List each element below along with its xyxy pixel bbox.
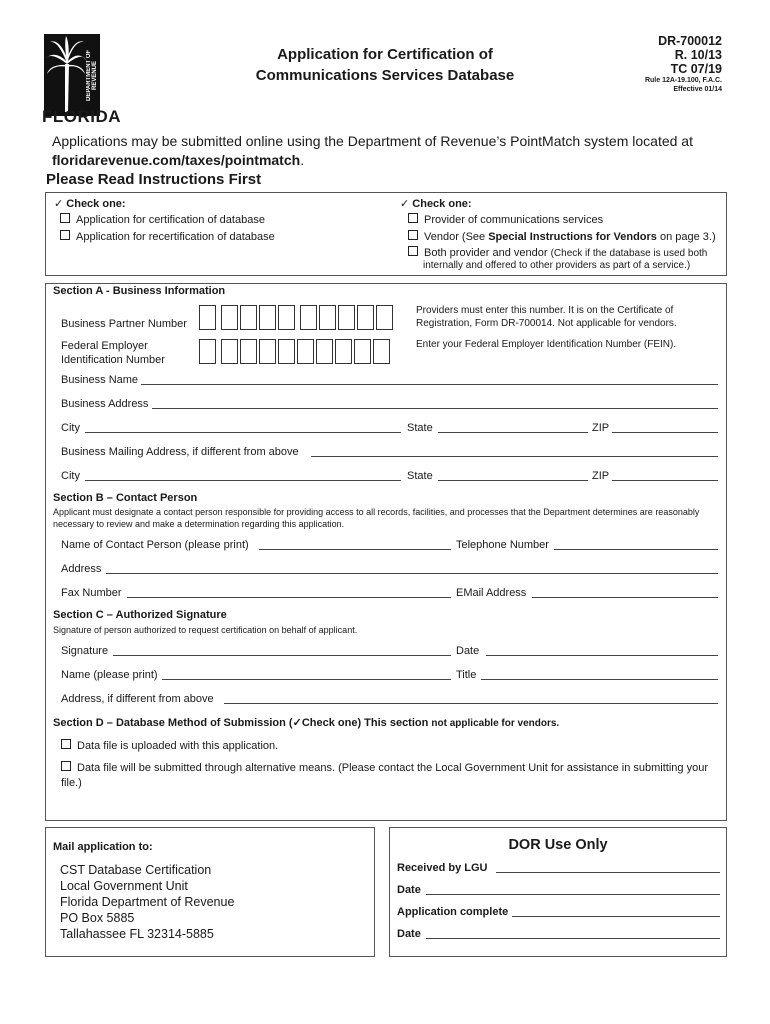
logo-department-text: DEPARTMENT OF REVENUE [86,49,98,101]
title-line-1: Application for Certification of [277,46,493,63]
dor-date2-input[interactable] [426,938,720,939]
state2-input[interactable] [438,480,588,481]
title-label: Title [456,669,477,681]
email-label: EMail Address [456,587,527,599]
signer-address-input[interactable] [224,703,718,704]
signature-date-input[interactable] [486,655,718,656]
dor-use-only-box [389,827,727,957]
state-label: State [407,422,433,434]
intro-text: Applications may be submitted online using the Department of Revenue’s PointMatch system located at [52,133,693,149]
mailing-address-input[interactable] [311,456,718,457]
app-complete-input[interactable] [512,916,720,917]
instructions-heading: Please Read Instructions First [46,171,262,188]
option-both-note: internally and offered to other providers as part of a service.) [423,260,691,271]
fax-input[interactable] [127,597,451,598]
checkmark-icon: ✓ [54,198,64,210]
zip2-label: ZIP [592,470,610,482]
option-certification[interactable]: Application for certification of database [60,213,265,226]
email-input[interactable] [532,597,718,598]
option-provider[interactable]: Provider of communications services [408,213,603,226]
city-input[interactable] [85,432,401,433]
palm-tree-icon [44,34,88,114]
section-b-description: Applicant must designate a contact person responsible for providing access to all records, facilities, and processes that the Department determines are reasonably necessary to review and make a determination regarding this application. [53,507,700,529]
dor-date1-input[interactable] [426,894,720,895]
section-b-title: Section B – Contact Person [53,492,198,504]
option-both[interactable]: Both provider and vendor (Check if the database is used both [408,246,707,259]
section-a-title: Section A - Business Information [53,285,226,297]
checkbox[interactable] [60,230,70,240]
signature-input[interactable] [113,655,451,656]
check-left-title: ✓ Check one: [54,198,126,210]
received-by-label: Received by LGU [397,862,488,874]
mail-address: CST Database Certification Local Government Unit Florida Department of Revenue PO Box 5885 Tallahassee FL 32314-5885 [60,863,235,941]
contact-address-input[interactable] [106,573,718,574]
checkbox[interactable] [408,246,418,256]
zip-input[interactable] [612,432,718,433]
option-vendor[interactable]: Vendor (See Special Instructions for Vendors on page 3.) [408,230,716,243]
dor-title: DOR Use Only [508,837,608,853]
city-label: City [61,422,80,434]
form-effective: Effective 01/14 [673,86,722,93]
state2-label: State [407,470,433,482]
app-complete-label: Application complete [397,906,509,918]
zip2-input[interactable] [612,480,718,481]
signature-label: Signature [61,645,109,657]
contact-address-label: Address [61,563,102,575]
checkbox[interactable] [61,739,71,749]
form-number: DR-700012 [658,34,722,48]
fax-label: Fax Number [61,587,122,599]
city2-input[interactable] [85,480,401,481]
section-c-description: Signature of person authorized to request certification on behalf of applicant. [53,625,358,635]
pointmatch-link[interactable]: floridarevenue.com/taxes/pointmatch [52,152,301,168]
received-by-input[interactable] [496,872,720,873]
florida-palm-logo [44,34,100,116]
checkmark-icon: ✓ [292,717,302,729]
print-name-input[interactable] [162,679,451,680]
business-name-input[interactable] [141,384,718,385]
signature-date-label: Date [456,645,480,657]
contact-name-label: Name of Contact Person (please print) [61,539,249,551]
dor-date1-label: Date [397,884,421,896]
fein-note: Enter your Federal Employer Identification Number (FEIN). [416,339,677,350]
checkmark-icon: ✓ [400,198,410,210]
city2-label: City [61,470,80,482]
business-address-label: Business Address [61,398,149,410]
print-name-label: Name (please print) [61,669,158,681]
logo-florida-text: FLORIDA [42,107,122,126]
business-name-label: Business Name [61,374,139,386]
business-address-input[interactable] [152,408,718,409]
state-input[interactable] [438,432,588,433]
form-tc: TC 07/19 [670,62,722,76]
section-d-title: Section D – Database Method of Submission (✓Check one) This section not applicable for vendors. [53,717,560,729]
option-alternative-means[interactable]: Data file will be submitted through alternative means. (Please contact the Local Government Unit for assistance in submitting your file.) [61,762,708,789]
page-title [220,44,550,86]
check-right-title: ✓ Check one: [400,198,472,210]
checkbox[interactable] [408,213,418,223]
mail-title: Mail application to: [53,841,153,853]
mail-application-box [45,827,375,957]
form-number-block [645,34,722,94]
form-rule: Rule 12A-19.100, F.A.C. [644,77,722,84]
fein-label: Federal Employer Identification Number [61,340,165,366]
title-line-2: Communications Services Database [255,67,515,84]
contact-name-input[interactable] [259,549,451,550]
title-input[interactable] [481,679,718,680]
telephone-input[interactable] [554,549,718,550]
option-recertification[interactable]: Application for recertification of database [60,230,275,243]
business-partner-label: Business Partner Number [61,318,187,330]
checkbox[interactable] [60,213,70,223]
intro-paragraph [52,132,732,170]
section-c-title: Section C – Authorized Signature [53,609,227,621]
telephone-label: Telephone Number [456,539,549,551]
intro-period: . [300,152,305,168]
signer-address-label: Address, if different from above [61,693,214,705]
business-partner-note: Providers must enter this number. It is on the Certificate of Registration, Form DR-700014. Not applicable for vendors. [416,305,677,329]
mailing-address-label: Business Mailing Address, if different from above [61,446,299,458]
checkbox[interactable] [61,761,71,771]
dor-date2-label: Date [397,928,421,940]
zip-label: ZIP [592,422,610,434]
checkbox[interactable] [408,230,418,240]
option-data-uploaded[interactable]: Data file is uploaded with this application. [61,739,278,752]
form-revision: R. 10/13 [674,48,722,62]
check-one-box [45,192,727,276]
